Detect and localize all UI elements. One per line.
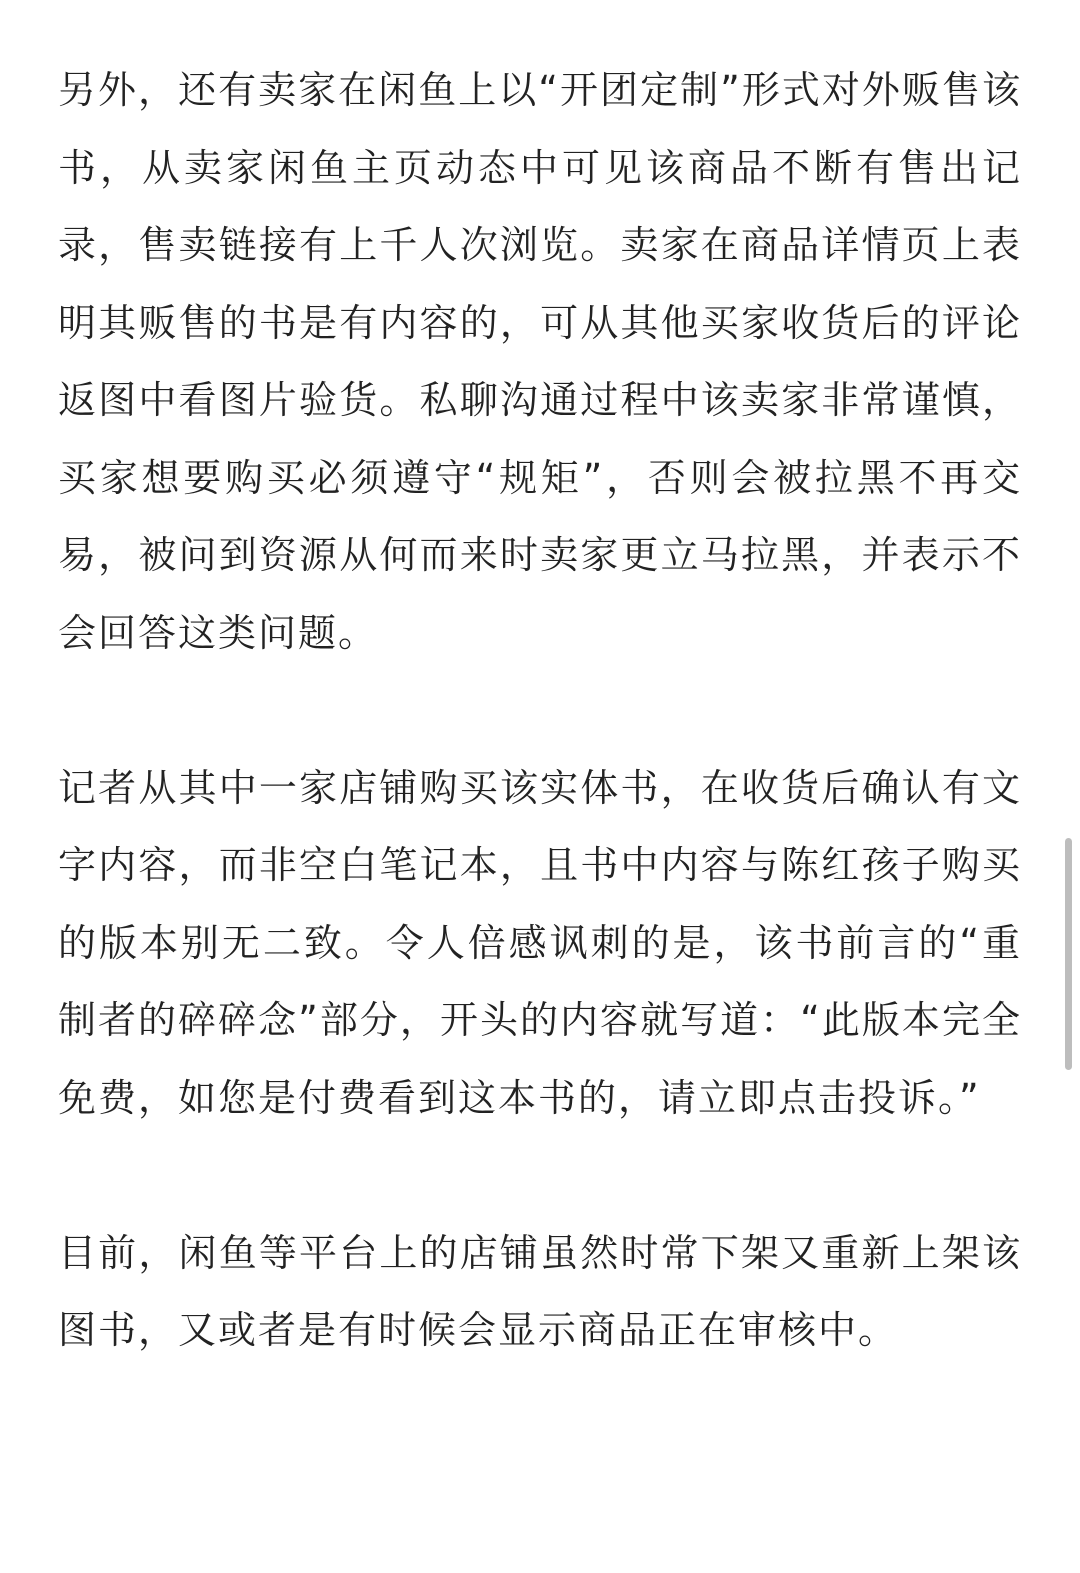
article-paragraph-2: 记者从其中一家店铺购买该实体书，在收货后确认有文字内容，而非空白笔记本，且书中内容与陈红孩子购买的版本别无二致。令人倍感讽刺的是，该书前言的“重制者的碎碎念”部分，开头的内容就写道：“此版本完全免费，如您是付费看到这本书的，请立即点击投诉。”: [58, 765, 1022, 1120]
scrollbar-thumb[interactable]: [1065, 838, 1072, 1070]
article-paragraph-1: 另外，还有卖家在闲鱼上以“开团定制”形式对外贩售该书，从卖家闲鱼主页动态中可见该商品不断有售出记录，售卖链接有上千人次浏览。卖家在商品详情页上表明其贩售的书是有内容的，可从其他买家收货后的评论返图中看图片验货。私聊沟通过程中该卖家非常谨慎，买家想要购买必须遵守“规矩”，否则会被拉黑不再交易，被问到资源从何而来时卖家更立马拉黑，并表示不会回答这类问题。: [58, 68, 1022, 655]
article-paragraph-3: 目前，闲鱼等平台上的店铺虽然时常下架又重新上架该图书，又或者是有时候会显示商品正在审核中。: [58, 1230, 1022, 1352]
article-body: [58, 52, 1022, 1370]
